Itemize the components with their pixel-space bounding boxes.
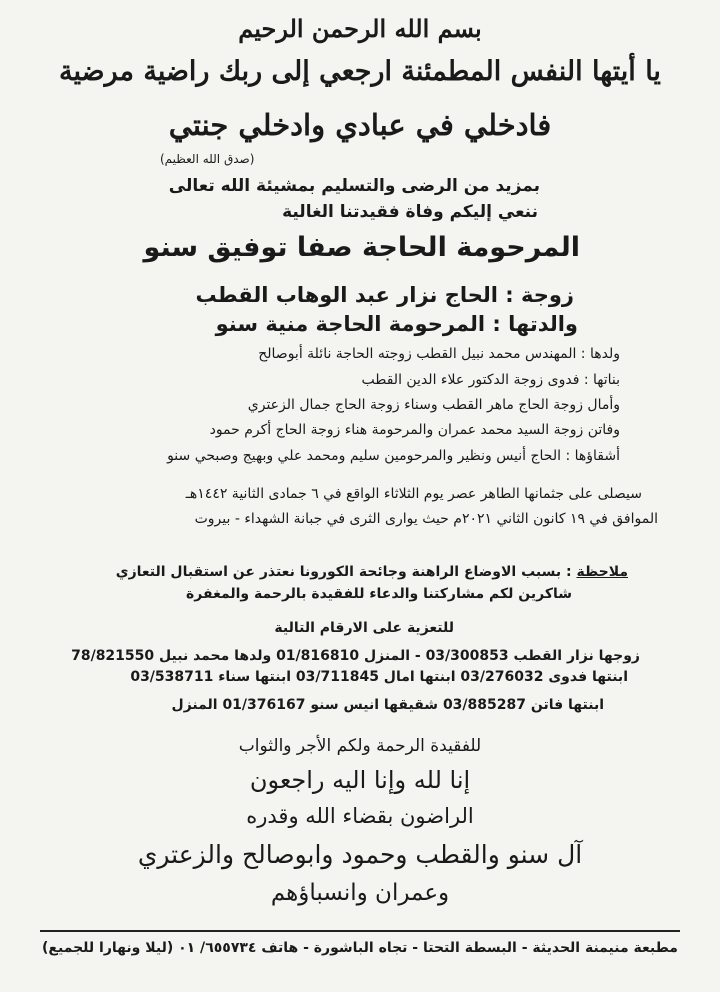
phone-line-2: ابنتها فدوى 03/276032 ابنتها امال 03/711845 ابنتها سناء 03/538711 — [130, 669, 628, 685]
relatives-siblings: أشقاؤها : الحاج أنيس ونظير والمرحومين سليم ومحمد علي وبهيج وصبحي سنو — [167, 448, 620, 464]
quran-verse-line-1: يا أيتها النفس المطمئنة ارجعي إلى ربك راضية مرضية — [59, 56, 661, 87]
printer-footer: مطبعة منيمنة الحديثة - البسطة التحتا - تجاه الباشورة - هاتف ٦٥٥٧٣٤/ ٠١ (ليلا ونهارا للجميع) — [42, 940, 678, 956]
deceased-name: المرحومة الحاجة صفا توفيق سنو — [143, 232, 580, 263]
husband-line: زوجة : الحاج نزار عبد الوهاب القطب — [195, 283, 574, 307]
basmala: بسم الله الرحمن الرحيم — [238, 14, 482, 43]
intro-line-1: بمزيد من الرضى والتسليم بمشيئة الله تعالى — [168, 176, 540, 196]
verse-reference: (صدق الله العظيم) — [160, 152, 255, 166]
closing-line-3: الراضون بقضاء الله وقدره — [246, 804, 474, 828]
relatives-daughters: بناتها : فدوى زوجة الدكتور علاء الدين القطب — [361, 372, 620, 388]
condolence-header: للتعزية على الارقام التالية — [274, 620, 454, 636]
note-text: : بسبب الاوضاع الراهنة وجائحة الكورونا نعتذر عن استقبال التعازي — [115, 564, 572, 580]
phone-line-1: زوجها نزار القطب 03/300853 - المنزل 01/816810 ولدها محمد نبيل 78/821550 — [71, 648, 640, 664]
mother-line: والدتها : المرحومة الحاجة منية سنو — [215, 312, 578, 336]
closing-line-5: وعمران وانسباؤهم — [270, 880, 450, 906]
relatives-daughters-cont-1: وأمال زوجة الحاج ماهر القطب وسناء زوجة الحاج جمال الزعتري — [247, 397, 620, 413]
closing-line-1: للفقيدة الرحمة ولكم الأجر والثواب — [238, 736, 482, 756]
phone-line-3: ابنتها فاتن 03/885287 شقيقها انيس سنو 01/376167 المنزل — [171, 697, 604, 713]
note-line-2: شاكرين لكم مشاركتنا والدعاء للفقيدة بالرحمة والمغفرة — [186, 586, 572, 602]
relatives-daughters-cont-2: وفاتن زوجة السيد محمد عمران والمرحومة هناء زوجة الحاج أكرم حمود — [209, 422, 620, 438]
funeral-line-1: سيصلى على جثمانها الطاهر عصر يوم الثلاثاء الواقع في ٦ جمادى الثانية ١٤٤٢هـ — [185, 486, 642, 502]
note-label: ملاحظة — [576, 564, 628, 580]
closing-line-2: إنا لله وإنا اليه راجعون — [249, 766, 471, 794]
note-line-1 — [116, 564, 628, 580]
intro-line-2: ننعي إليكم وفاة فقيدتنا الغالية — [282, 202, 538, 222]
footer-divider — [40, 930, 680, 932]
funeral-line-2: الموافق في ١٩ كانون الثاني ٢٠٢١م حيث يوارى الثرى في جبانة الشهداء - بيروت — [194, 511, 658, 527]
relatives-son: ولدها : المهندس محمد نبيل القطب زوجته الحاجة نائلة أبوصالح — [258, 346, 620, 362]
closing-line-4: آل سنو والقطب وحمود وابوصالح والزعتري — [137, 840, 583, 869]
quran-verse-line-2: فادخلي في عبادي وادخلي جنتي — [168, 108, 552, 142]
